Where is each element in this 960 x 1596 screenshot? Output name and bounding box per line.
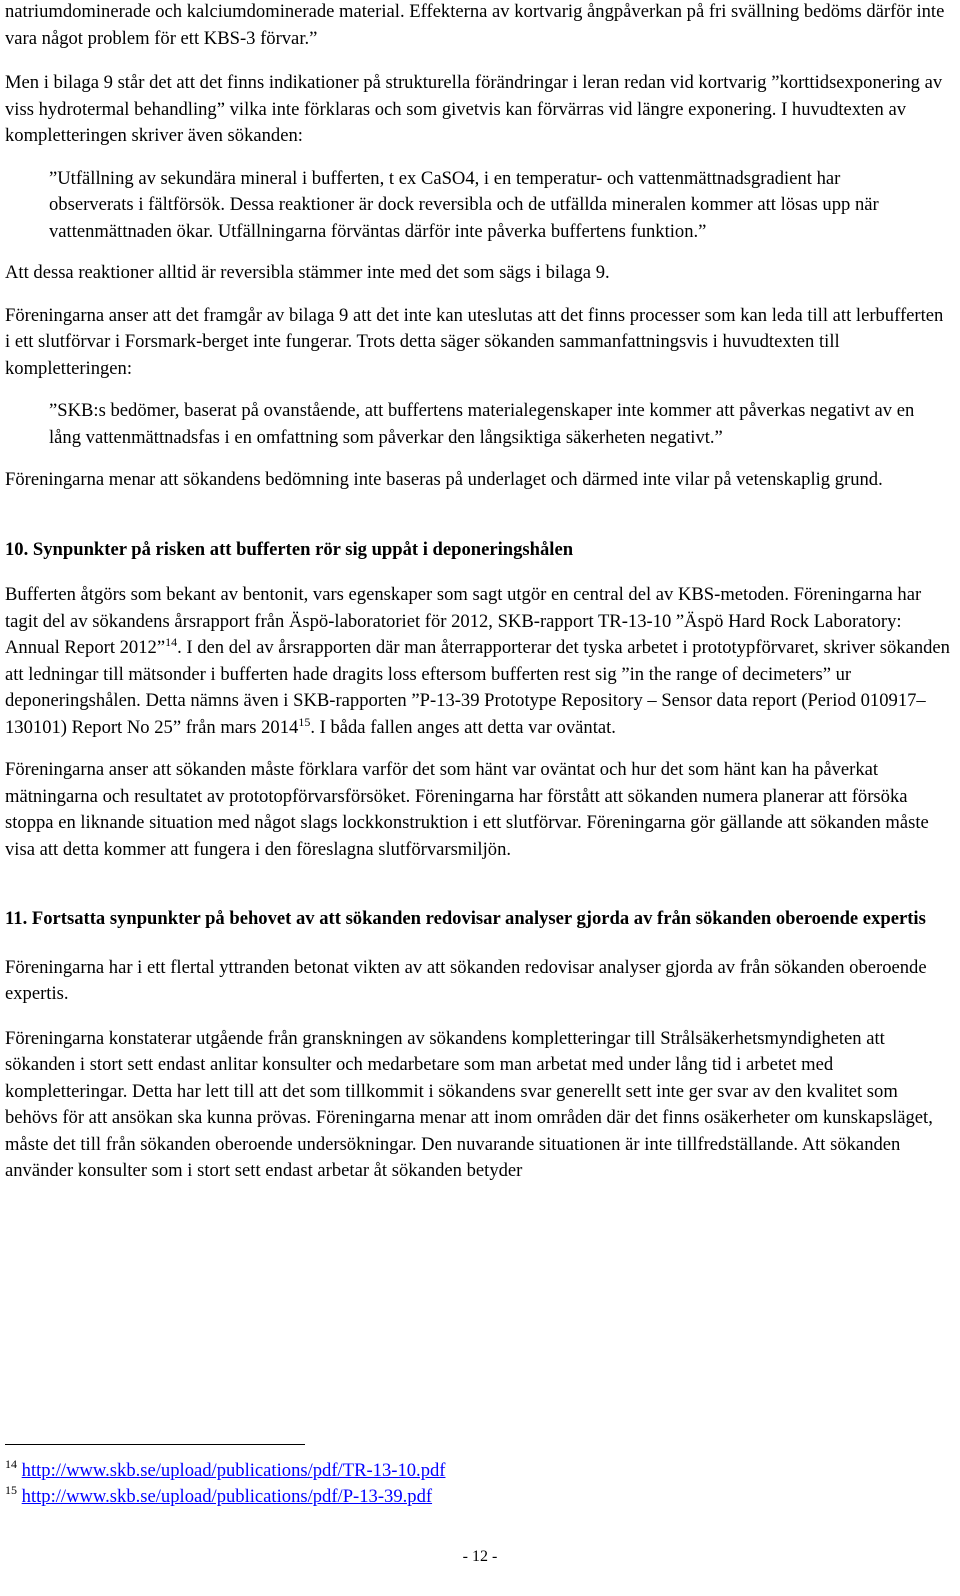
footnote-ref: 15 [298,714,311,729]
paragraph: Att dessa reaktioner alltid är reversibla stämmer inte med det som sägs i bilaga 9. [5,262,610,283]
section-title: Fortsatta synpunkter på behovet av att sökanden redovisar analyser gjorda av från sökanden oberoende expertis [31,908,926,929]
document-page [5,0,950,1185]
paragraph: Föreningarna anser att det framgår av bilaga 9 att det inte kan uteslutas att det finns processer som kan leda till att lerbufferten i ett slutförvar i Forsmark-berget inte fungerar. Trots detta säger sökanden sammanfattningsvis i huvudtexten till kompletteringen: [5,304,944,379]
paragraph: Föreningarna konstaterar utgående från granskningen av sökandens kompletteringar till Strålsäkerhetsmyndigheten att sökanden i stort sett endast anlitar konsulter och medarbetare som man arbetat med under lång tid i arbetet med kompletteringar. Detta har lett till att det som tillkommit i sökandens svar generellt sett inte ger svar av den kvalitet som behövs för att ansökan ska kunna prövas. Föreningarna menar att inom områden där det finns osäkerheter om kunskapsläget, måste det till från sökanden oberoende undersökningar. Den nuvarande situationen är inte tillfredställande. Att sökanden använder konsulter som i stort sett endast arbetar åt sökanden betyder [5,1027,933,1181]
paragraph-text: . I den del av årsrapporten där man återrapporterar det tyska arbetet i prototypförvaret, skriver sökanden att ledningar till mätsonder i bufferten hade dragits loss eftersom bufferten rest sig ”in the range of decimeters” ur deponeringshålen. Detta nämns även i SKB-rapporten ”P-13-39 Prototype Repository – Sensor data report (Period 010917–130101) Report No 25” från mars 2014 [5,637,950,738]
footnote-mark: 14 [5,1457,17,1471]
paragraph [5,582,950,741]
quote-block: ”Utfällning av sekundära mineral i bufferten, t ex CaSO4, i en temperatur- och vattenmättnadsgradient har observerats i fältförsök. Dessa reaktioner är dock reversibla och de utfällda mineralen kommer att lösas upp när vattenmättnaden ökar. Utfällningarna förväntas därför inte påverka buffertens funktion.” [49,167,879,242]
footnote-mark: 15 [5,1483,17,1497]
quote-block: ”SKB:s bedömer, baserat på ovanstående, att buffertens materialegenskaper inte kommer att påverkas negativt av en lång vattenmättnadsfas i en omfattning som påverkar den långsiktiga säkerheten negativt.” [49,400,915,448]
footnote-link[interactable]: http://www.skb.se/upload/publications/pdf/P-13-39.pdf [21,1486,433,1507]
section-heading-10 [5,537,950,564]
section-title: Synpunkter på risken att bufferten rör sig uppåt i deponeringshålen [32,538,574,560]
paragraph: Föreningarna har i ett flertal yttranden betonat vikten av att sökanden redovisar analyser gjorda av från sökanden oberoende expertis. [5,956,927,1004]
paragraph: Föreningarna anser att sökanden måste förklara varför det som hänt var oväntat och hur det som hänt kan ha påverkat mätningarna och resultatet av prototopförvarsförsöket. Föreningarna har förstått att sökanden numera planerar att försöka stoppa en liknande situation med något slags lockkonstruktion i ett slutförvar. Föreningarna gör gällande att sökanden måste visa att detta kommer att fungera i den föreslagna slutförvarsmiljön. [5,759,929,860]
paragraph-text: . I båda fallen anges att detta var oväntat. [310,716,616,738]
footnote-ref: 14 [165,635,178,649]
section-number: 10. [5,538,29,560]
section-heading-11 [5,906,950,933]
paragraph: Föreningarna menar att sökandens bedömning inte baseras på underlaget och därmed inte vilar på vetenskaplig grund. [5,469,883,490]
section-number: 11. [5,908,28,929]
footnote [5,1484,432,1510]
footnote-divider [5,1444,305,1445]
paragraph: Men i bilaga 9 står det att det finns indikationer på strukturella förändringar i leran redan vid kortvarig ”korttidsexponering av viss hydrotermal behandling” vilka inte förklaras och som givetvis kan förvärras vid längre exponering. I huvudtexten av kompletteringen skriver även sökanden: [5,72,943,146]
paragraph: natriumdominerade och kalciumdominerade material. Effekterna av kortvarig ångpåverkan på fri svällning bedöms därför inte vara något problem för ett KBS-3 förvar.” [5,1,945,49]
page-number: - 12 - [462,1548,498,1565]
paragraph-text: Bufferten åtgörs som bekant av bentonit, vars egenskaper som sagt utgör en central del av KBS-metoden. Föreningarna har tagit del av sökandens årsrapport från Äspö-laboratoriet för 2012, SKB-rapport TR-13-10 ”Äspö Hard Rock Laboratory: Annual Report 2012” [5,584,922,658]
footnote [5,1458,445,1484]
footnote-link[interactable]: http://www.skb.se/upload/publications/pdf/TR-13-10.pdf [21,1460,446,1481]
